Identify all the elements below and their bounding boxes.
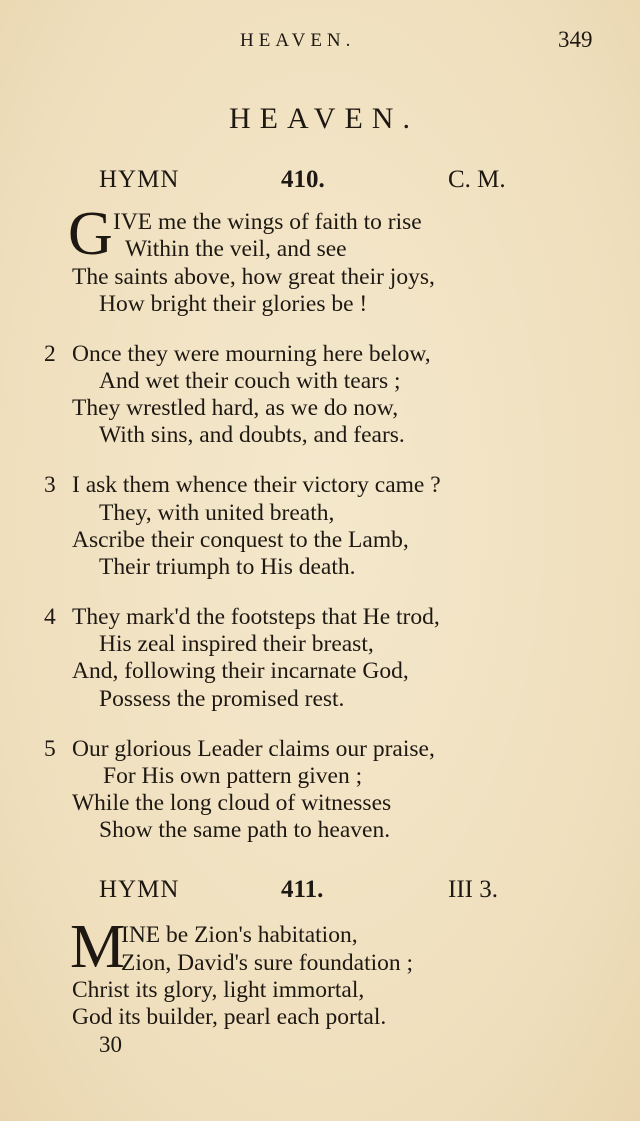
verse-line: The saints above, how great their joys, [72, 264, 435, 290]
hymn-meter: C. M. [448, 166, 506, 193]
verse-line: While the long cloud of witnesses [72, 790, 392, 816]
running-head-title: HEAVEN. [240, 30, 356, 51]
verse-line: Zion, David's sure foundation ; [121, 950, 414, 976]
hymn-label: HYMN [99, 166, 180, 193]
verse-line: IVE me the wings of faith to rise [113, 209, 422, 235]
verse-line: Within the veil, and see [125, 236, 347, 262]
verse-line: Show the same path to heaven. [99, 817, 391, 843]
verse-line: They mark'd the footsteps that He trod, [72, 604, 440, 630]
verse-line: And wet their couch with tears ; [99, 368, 401, 394]
hymn-410-heading [0, 166, 640, 196]
verse-line: Ascribe their conquest to the Lamb, [72, 527, 409, 553]
verse-line: Their triumph to His death. [99, 554, 356, 580]
stanza-number: 2 [44, 341, 56, 367]
verse-line: Once they were mourning here below, [72, 341, 431, 367]
verse-line: With sins, and doubts, and fears. [99, 422, 405, 448]
hymn-number: 411. [281, 876, 324, 903]
stanza-number: 3 [44, 472, 56, 498]
verse-line: They wrestled hard, as we do now, [72, 395, 399, 421]
section-title: HEAVEN. [229, 102, 419, 135]
page-number: 349 [558, 27, 593, 52]
verse-line: For His own pattern given ; [103, 763, 363, 789]
verse-line: How bright their glories be ! [99, 291, 368, 317]
stanza-number: 4 [44, 604, 56, 630]
verse-line: I ask them whence their victory came ? [72, 472, 441, 498]
signature-mark: 30 [99, 1032, 122, 1057]
verse-line: Christ its glory, light immortal, [72, 977, 365, 1003]
verse-line: They, with united breath, [99, 500, 335, 526]
hymn-411-heading [0, 876, 640, 906]
verse-line: His zeal inspired their breast, [99, 631, 374, 657]
stanza-number: 5 [44, 736, 56, 762]
verse-line: And, following their incarnate God, [72, 658, 409, 684]
hymn-number: 410. [281, 166, 325, 193]
verse-line: Possess the promised rest. [99, 686, 345, 712]
verse-line: God its builder, pearl each portal. [72, 1004, 387, 1030]
hymn-meter: III 3. [448, 876, 498, 903]
verse-line: INE be Zion's habitation, [121, 922, 358, 948]
drop-cap: M [70, 913, 126, 981]
hymn-label: HYMN [99, 876, 180, 903]
drop-cap: G [68, 200, 113, 268]
verse-line: Our glorious Leader claims our praise, [72, 736, 435, 762]
